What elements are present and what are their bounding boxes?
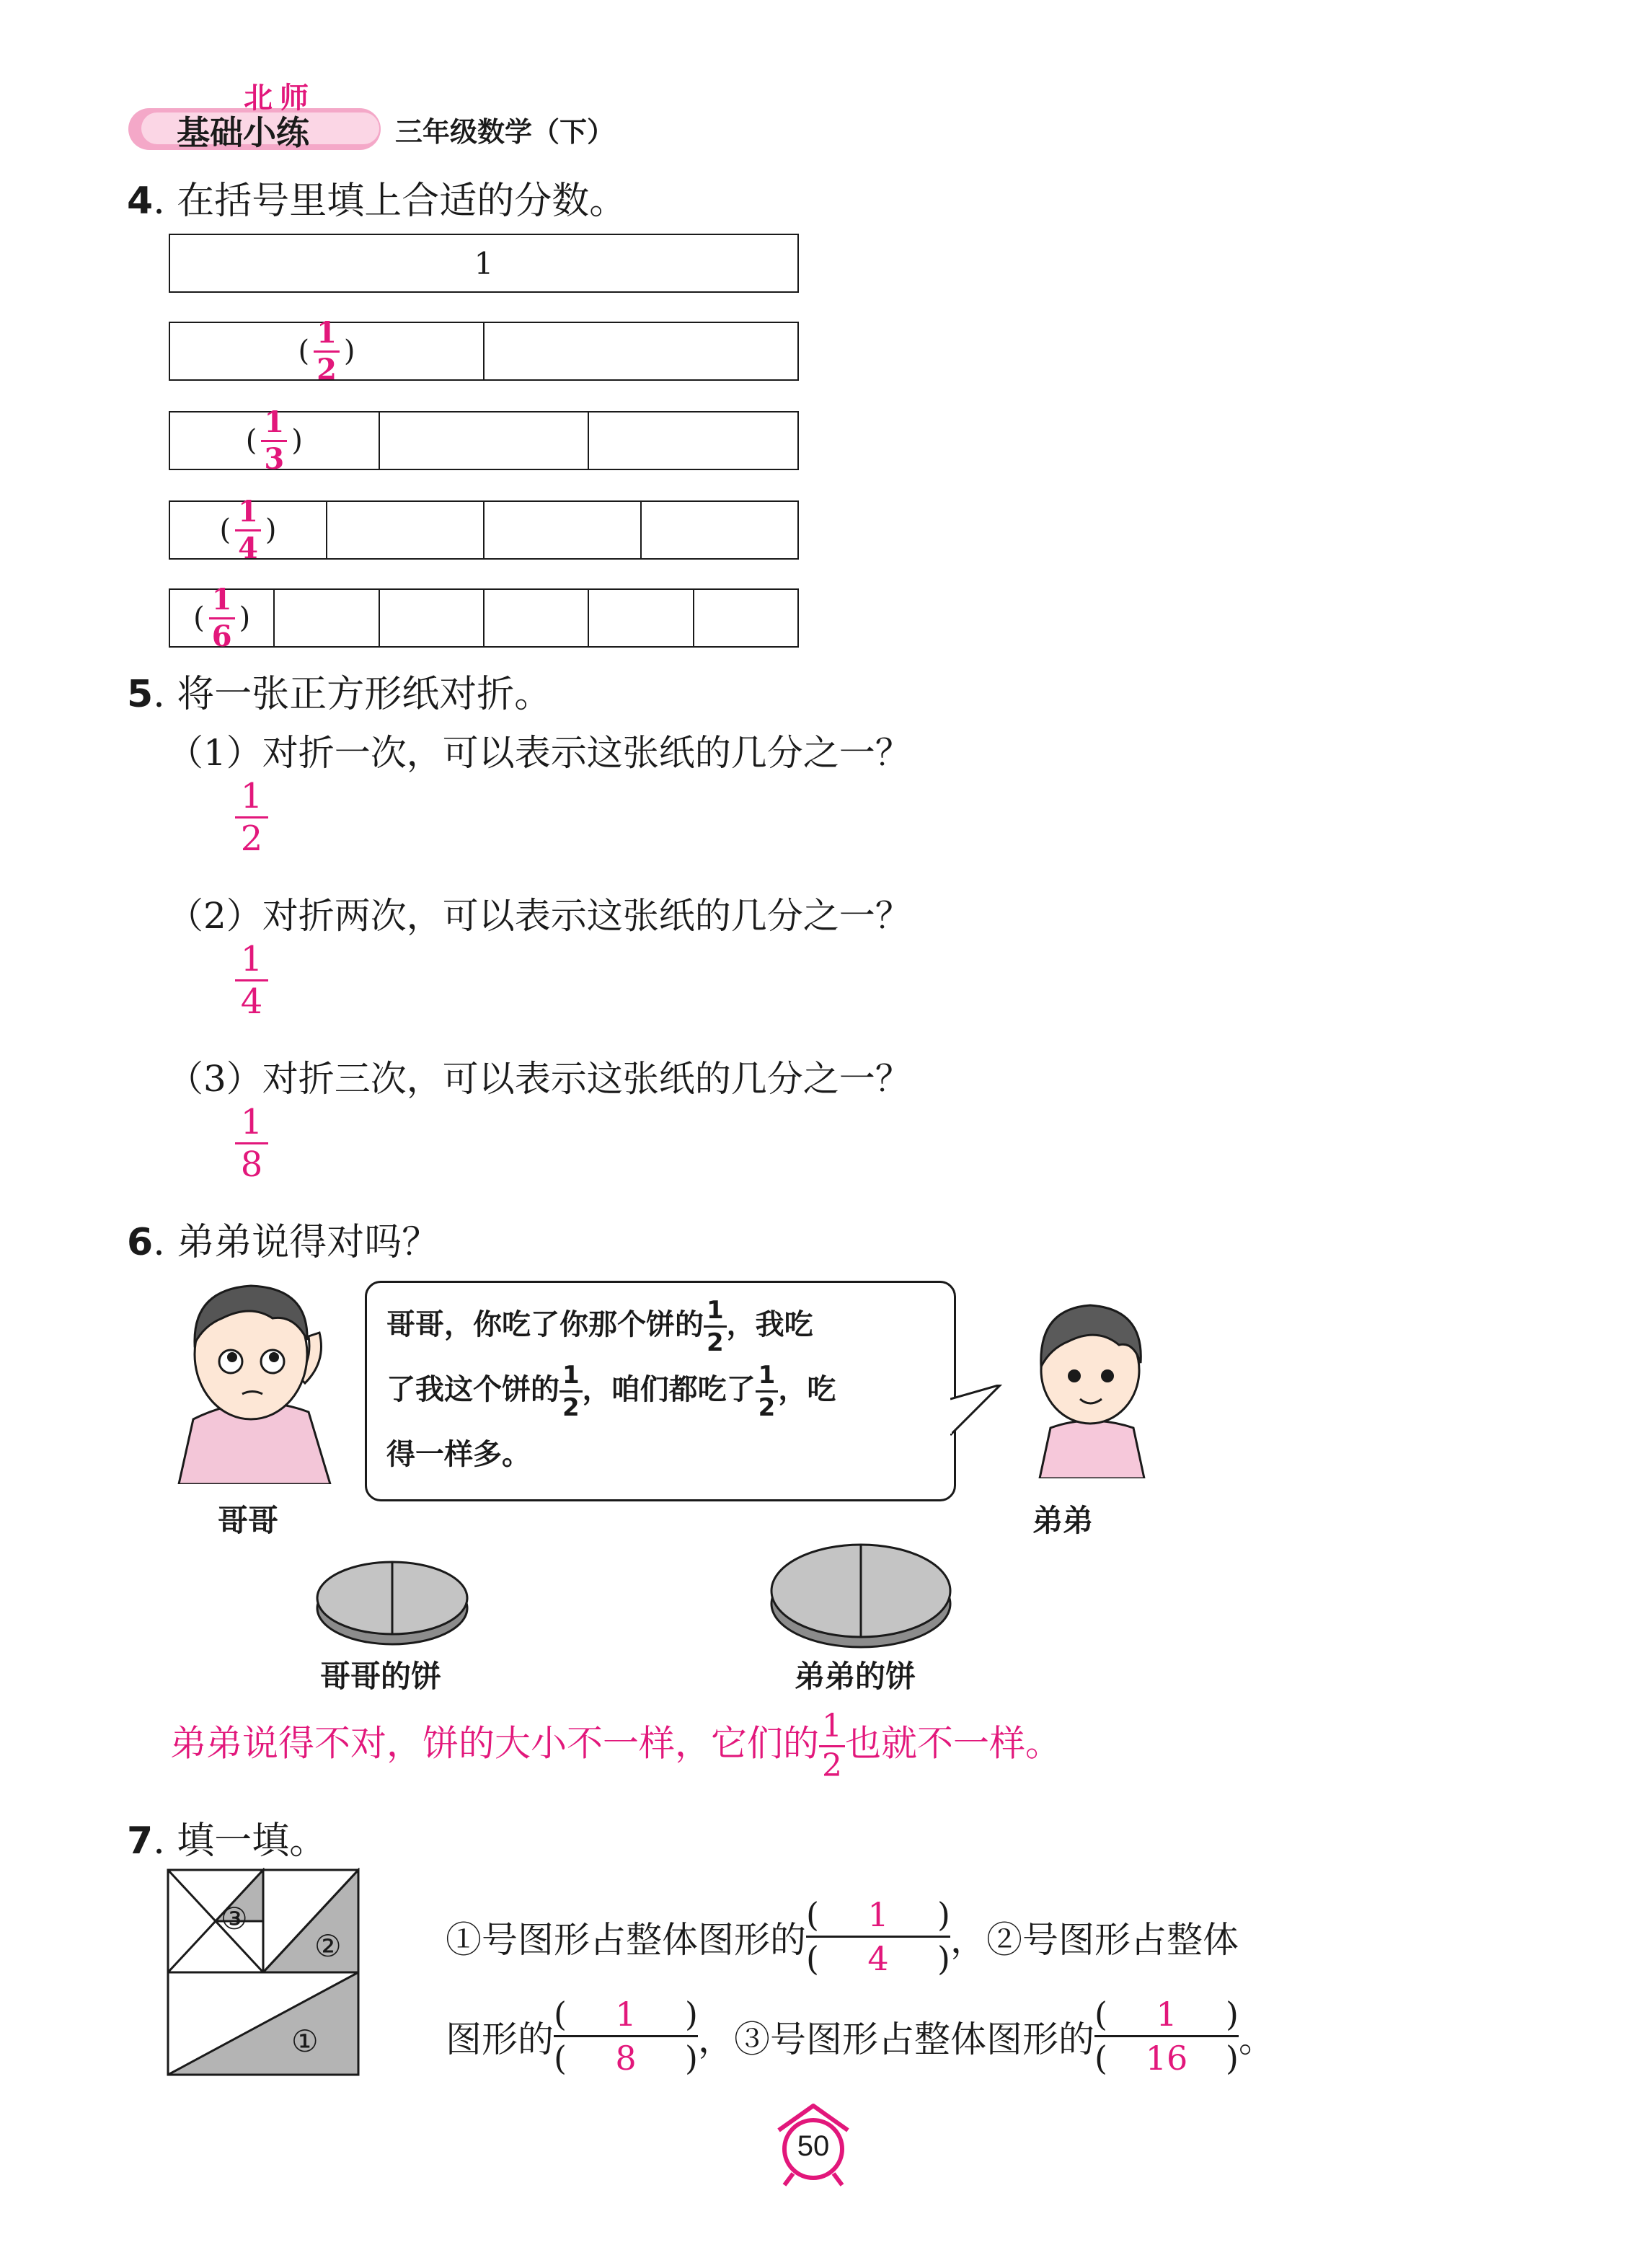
q7-blank-1: ( 1 ) ( 4 ) <box>806 1895 950 1978</box>
bubble-line-1: 哥哥，你吃了你那个饼的 $\frac{1}{2}$ ，我吃 <box>386 1295 813 1357</box>
q7-number: 7 <box>127 1819 154 1863</box>
page-number: 50 <box>797 2130 830 2162</box>
halves-cell <box>170 315 483 387</box>
halves-cell <box>483 323 797 379</box>
q4-number: 4 <box>127 180 154 223</box>
quarters-bar <box>169 494 799 565</box>
sixths-cell <box>379 590 483 646</box>
thirds-cell <box>170 405 379 476</box>
younger-brother-cake <box>769 1536 953 1651</box>
q6-answer: 弟弟说得不对，饼的大小不一样，它们的 $\frac{1}{2}$ 也就不一样。 <box>170 1708 1061 1784</box>
q5-item-1: （1）对折一次，可以表示这张纸的几分之一？ <box>167 732 911 774</box>
older-brother-cake-label: 哥哥的饼 <box>320 1659 442 1694</box>
q5-number: 5 <box>127 673 154 716</box>
q5-title-text: . 将一张正方形纸对折。 <box>153 673 552 716</box>
halves-answer: ( $\frac{1}{2}$ ) <box>298 315 355 387</box>
q7-title <box>127 1810 327 1864</box>
q4-title <box>127 170 627 224</box>
bubble-fraction-3: $\frac{1}{2}$ <box>756 1363 779 1420</box>
q6-number: 6 <box>127 1221 154 1264</box>
bubble-line-3: 得一样多。 <box>386 1438 531 1471</box>
older-brother-cake <box>314 1558 470 1647</box>
header-book-title: 三年级数学（下） <box>395 116 615 148</box>
sixths-bar <box>169 582 799 653</box>
bubble-line-2: 了我这个饼的 $\frac{1}{2}$ ，咱们都吃了 $\frac{1}{2}$ ，吃 <box>386 1360 836 1422</box>
q4-title-text: . 在括号里填上合适的分数。 <box>153 180 627 223</box>
q6-answer-fraction: $\frac{1}{2}$ <box>819 1711 845 1782</box>
sixths-fraction: $\frac{1}{6}$ <box>209 586 235 651</box>
speech-bubble-tail <box>950 1385 1008 1450</box>
quarters-fraction: $\frac{1}{4}$ <box>235 498 261 563</box>
quarters-cell <box>170 494 326 565</box>
q7-blank-2: ( 1 ) ( 8 ) <box>554 1995 698 2078</box>
whole-bar <box>169 234 799 293</box>
younger-brother-illustration <box>1018 1291 1162 1478</box>
halves-fraction: $\frac{1}{2}$ <box>314 319 340 384</box>
younger-brother-cake-label: 弟弟的饼 <box>795 1659 916 1694</box>
bubble-fraction-1: $\frac{1}{2}$ <box>704 1298 727 1355</box>
thirds-answer: ( $\frac{1}{3}$ ) <box>245 405 303 476</box>
quarters-cell <box>326 502 483 558</box>
q5-answer-3: $\frac{1}{8}$ <box>235 1105 268 1182</box>
q7-line-1: ①号图形占整体图形的 ( 1 ) ( 4 ) ，②号图形占整体 <box>446 1895 1239 1978</box>
q5-item-3: （3）对折三次，可以表示这张纸的几分之一？ <box>167 1058 911 1100</box>
sixths-cell <box>588 590 692 646</box>
quarters-cell <box>640 502 797 558</box>
q5-answer-2: $\frac{1}{4}$ <box>235 942 268 1019</box>
region-2-label: ② <box>314 1928 342 1964</box>
younger-brother-label: 弟弟 <box>1032 1503 1094 1538</box>
older-brother-label: 哥哥 <box>218 1503 279 1538</box>
thirds-bar <box>169 405 799 476</box>
sixths-answer: ( $\frac{1}{6}$ ) <box>193 582 251 653</box>
sixths-cell <box>273 590 378 646</box>
header-logo-text: 基础小练 <box>177 113 309 152</box>
q7-blank-3: ( 1 ) ( 16 ) <box>1094 1995 1239 2078</box>
sixths-cell <box>170 582 273 653</box>
q7-title-text: . 填一填。 <box>153 1819 327 1863</box>
sixths-cell <box>693 590 797 646</box>
quarters-cell <box>483 502 640 558</box>
sixths-cell <box>483 590 588 646</box>
q7-figure <box>166 1868 360 2077</box>
q6-title <box>127 1212 439 1266</box>
q6-title-text: . 弟弟说得对吗？ <box>153 1221 440 1264</box>
region-3-label: ③ <box>221 1901 248 1936</box>
thirds-cell <box>588 412 797 469</box>
header-publisher: 北师 <box>244 81 316 115</box>
bubble-fraction-2: $\frac{1}{2}$ <box>559 1363 583 1420</box>
q7-line-2: 图形的 ( 1 ) ( 8 ) ，③号图形占整体图形的 ( 1 ) ( 16 ) 。 <box>446 1995 1275 2078</box>
q5-title <box>127 663 552 718</box>
region-1-label: ① <box>291 2024 319 2059</box>
whole-label: 1 <box>474 245 494 281</box>
thirds-fraction: $\frac{1}{3}$ <box>261 408 287 474</box>
q5-answer-1: $\frac{1}{2}$ <box>235 779 268 856</box>
q5-item-2: （2）对折两次，可以表示这张纸的几分之一？ <box>167 895 911 937</box>
older-brother-illustration <box>164 1275 337 1484</box>
quarters-answer: ( $\frac{1}{4}$ ) <box>219 494 277 565</box>
thirds-cell <box>379 412 588 469</box>
halves-bar <box>169 315 799 387</box>
